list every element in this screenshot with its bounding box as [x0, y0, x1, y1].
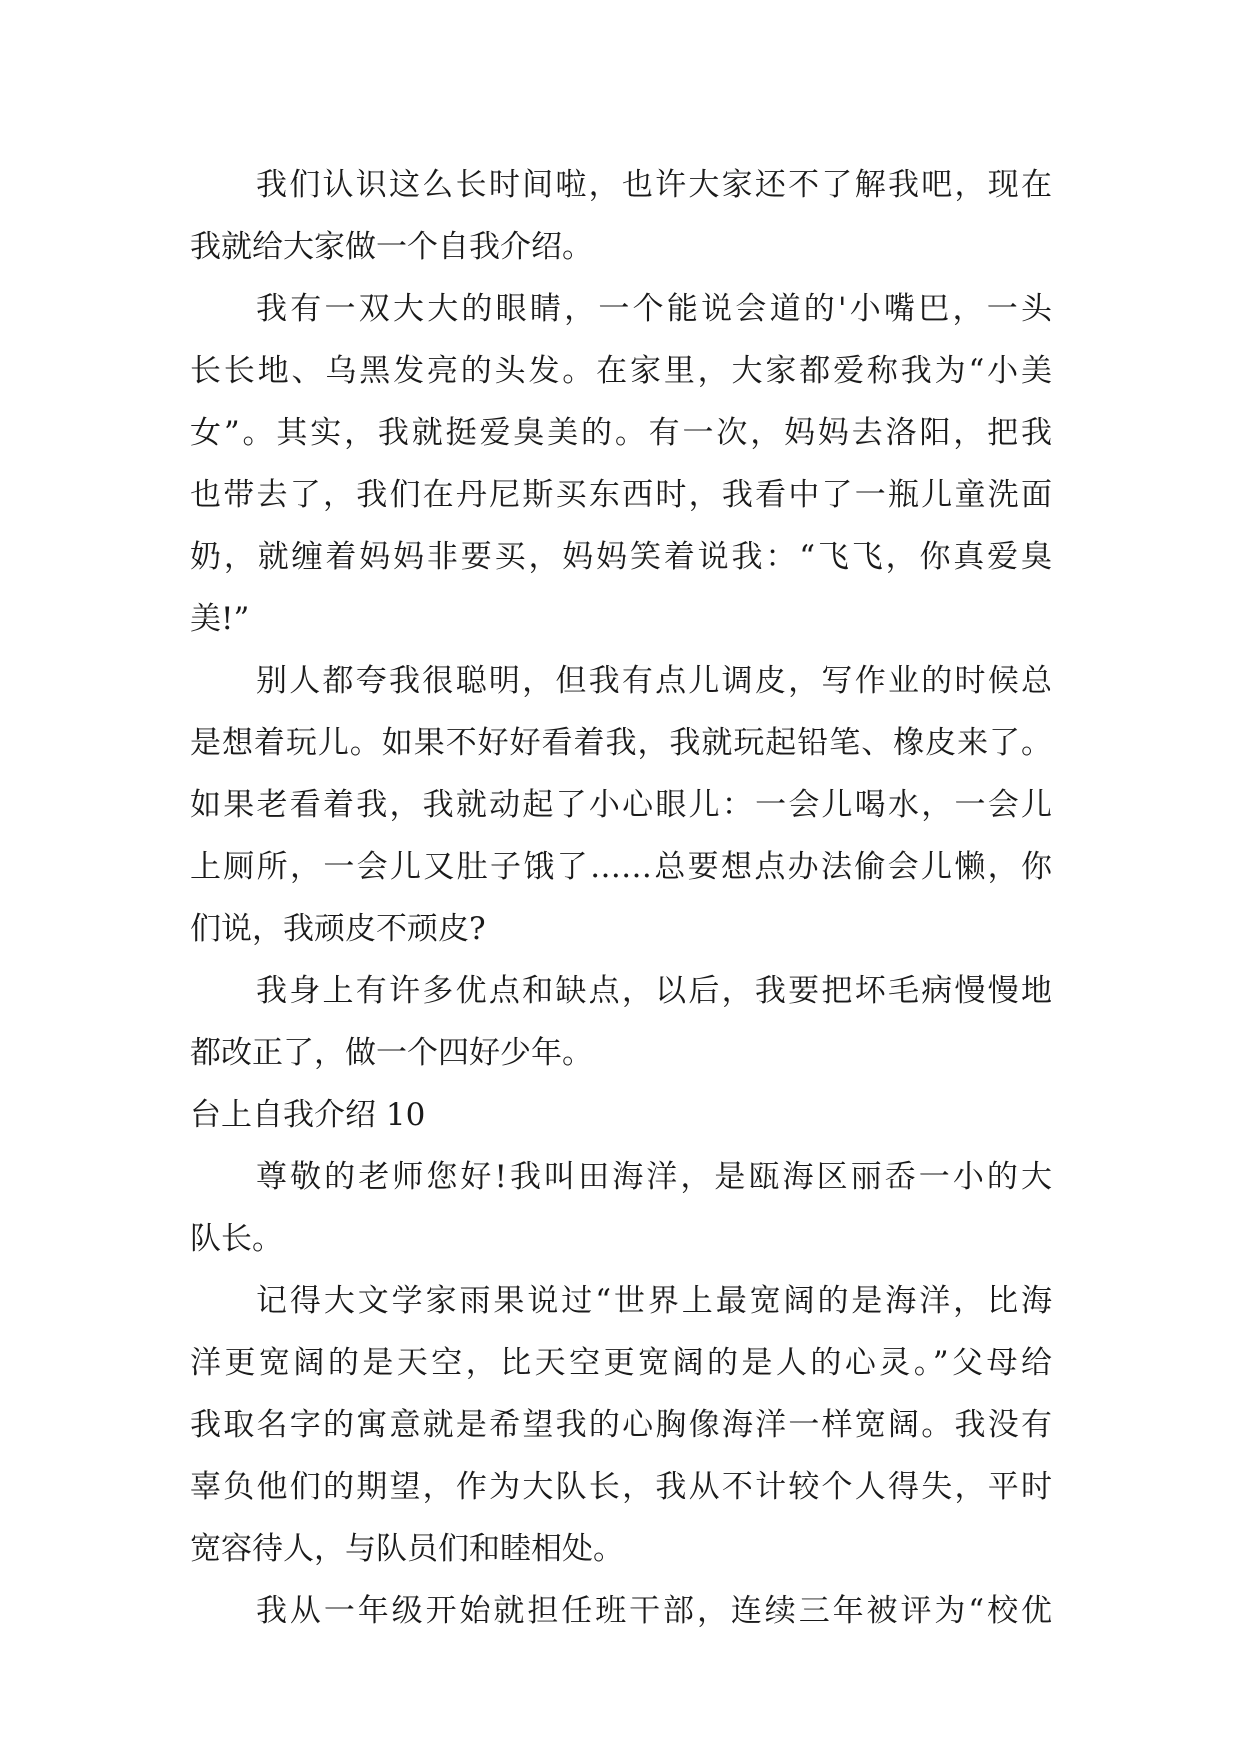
text-line: 们说，我顽皮不顽皮? [190, 911, 486, 947]
text-line: 我从一年级开始就担任班干部，连续三年被评为“校优 [256, 1593, 1052, 1629]
text-line: 也带去了，我们在丹尼斯买东西时，我看中了一瓶儿童洗面 [190, 477, 1052, 513]
text-line: 洋更宽阔的是天空，比天空更宽阔的是人的心灵。”父母给 [190, 1345, 1052, 1381]
text-line: 长长地、乌黑发亮的头发。在家里，大家都爱称我为“小美 [190, 353, 1052, 389]
body-text [190, 154, 1052, 1642]
text-line: 我身上有许多优点和缺点，以后，我要把坏毛病慢慢地 [256, 973, 1052, 1009]
text-line: 都改正了，做一个四好少年。 [190, 1035, 593, 1071]
text-line: 奶，就缠着妈妈非要买，妈妈笑着说我：“飞飞，你真爱臭 [190, 539, 1052, 575]
text-line: 队长。 [190, 1221, 283, 1257]
text-line: 别人都夸我很聪明，但我有点儿调皮，写作业的时候总 [256, 663, 1052, 699]
text-line: 是想着玩儿。如果不好好看着我，我就玩起铅笔、橡皮来了。 [190, 725, 1052, 761]
text-line: 我们认识这么长时间啦，也许大家还不了解我吧，现在 [256, 167, 1052, 203]
text-line: 我就给大家做一个自我介绍。 [190, 229, 593, 265]
text-line: 我有一双大大的眼睛，一个能说会道的'小嘴巴，一头 [256, 291, 1052, 327]
text-line: 宽容待人，与队员们和睦相处。 [190, 1531, 624, 1567]
text-line: 尊敬的老师您好!我叫田海洋，是瓯海区丽岙一小的大 [256, 1159, 1052, 1195]
text-line: 记得大文学家雨果说过“世界上最宽阔的是海洋，比海 [256, 1283, 1052, 1319]
text-line: 我取名字的寓意就是希望我的心胸像海洋一样宽阔。我没有 [190, 1407, 1052, 1443]
text-line: 女”。其实，我就挺爱臭美的。有一次，妈妈去洛阳，把我 [190, 415, 1052, 451]
text-line: 辜负他们的期望，作为大队长，我从不计较个人得失，平时 [190, 1469, 1052, 1505]
text-line: 美!” [190, 601, 250, 637]
text-line: 上厕所，一会儿又肚子饿了……总要想点办法偷会儿懒，你 [190, 849, 1052, 885]
section-heading: 台上自我介绍 10 [190, 1097, 426, 1133]
text-line: 如果老看着我，我就动起了小心眼儿：一会儿喝水，一会儿 [190, 787, 1052, 823]
